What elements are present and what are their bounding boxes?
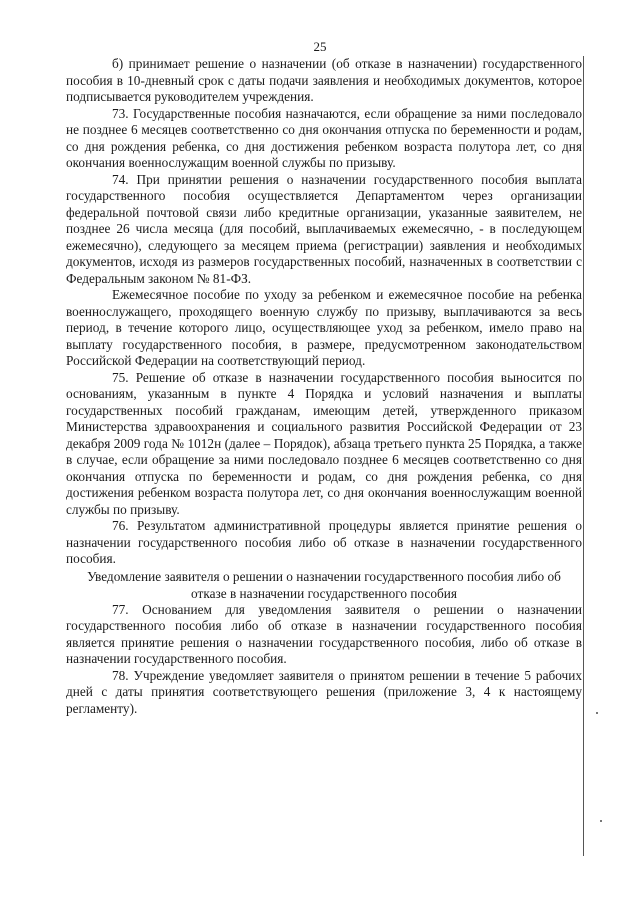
paragraph-78: 78. Учреждение уведомляет заявителя о принятом решении в течение 5 рабочих дней с даты принятия соответствующего решения (приложение 3, 4 к настоящему регламенту).: [66, 667, 582, 716]
paragraph-75: 75. Решение об отказе в назначении государственного пособия выносится по основаниям, указанным в пункте 4 Порядка и условий назначения и выплаты государственных пособий гражданам, имеющим детей, утвержденного приказом Министерства здравоохранения и социального развития Российской Федерации от 23 декабря 2009 года № 1012н (далее – Порядок), абзаца третьего пункта 25 Порядка, а также в случае, если обращение за ними последовало позднее 6 месяцев соответственно со дня окончания отпуска по беременности и родам, со дня рождения ребенка, со дня достижения ребенком возраста полутора лет, со дня окончания военнослужащим военной службы по призыву.: [66, 369, 582, 517]
scan-speck: [596, 712, 598, 714]
paragraph-b: б) принимает решение о назначении (об отказе в назначении) государственного пособия в 10-дневный срок с даты подачи заявления и необходимых документов, которое подписывается руководителем учреждения.: [66, 56, 582, 104]
document-body: [66, 56, 582, 717]
paragraph-73: 73. Государственные пособия назначаются, если обращение за ними последовало не позднее 6 месяцев соответственно со дня окончания отпуска по беременности и родам, со дня рождения ребенка, со дня достижения ребенком возраста полутора лет, со дня окончания военнослужащим военной службы по призыву.: [66, 105, 582, 170]
scan-margin-line: [583, 56, 584, 856]
scan-speck: [600, 820, 602, 822]
paragraph-76: 76. Результатом административной процедуры является принятие решения о назначении государственного пособия либо об отказе в назначении государственного пособия.: [66, 518, 582, 566]
paragraph-77: 77. Основанием для уведомления заявителя о решении о назначении государственного пособия либо об отказе в назначении государственного пособия является принятие решения о назначении государственного пособия, либо об отказе в назначении государственного пособия.: [66, 601, 582, 666]
section-heading: Уведомление заявителя о решении о назначении государственного пособия либо об отказе в назначении государственного пособия: [87, 568, 561, 601]
page-number: 25: [313, 39, 327, 54]
paragraph-74-monthly: Ежемесячное пособие по уходу за ребенком и ежемесячное пособие на ребенка военнослужащего, проходящего военную службу по призыву, выплачиваются за весь период, в течение которого лицо, осуществляющее уход за ребенком, имело право на выплату государственного пособия, в размере, предусмотренном законодательством Российской Федерации на соответствующий период.: [66, 287, 582, 368]
paragraph-74: 74. При принятии решения о назначении государственного пособия выплата государственного пособия осуществляется Департаментом через организации федеральной почтовой связи либо кредитные организации, указанные заявителем, не позднее 26 числа месяца (для пособий, выплачиваемых ежемесячно, - в последующем ежемесячно), следующего за месяцем приема (регистрации) заявления и необходимых документов, исходя из размеров государственных пособий, назначенных в соответствии с Федеральным законом № 81-ФЗ.: [66, 171, 582, 286]
